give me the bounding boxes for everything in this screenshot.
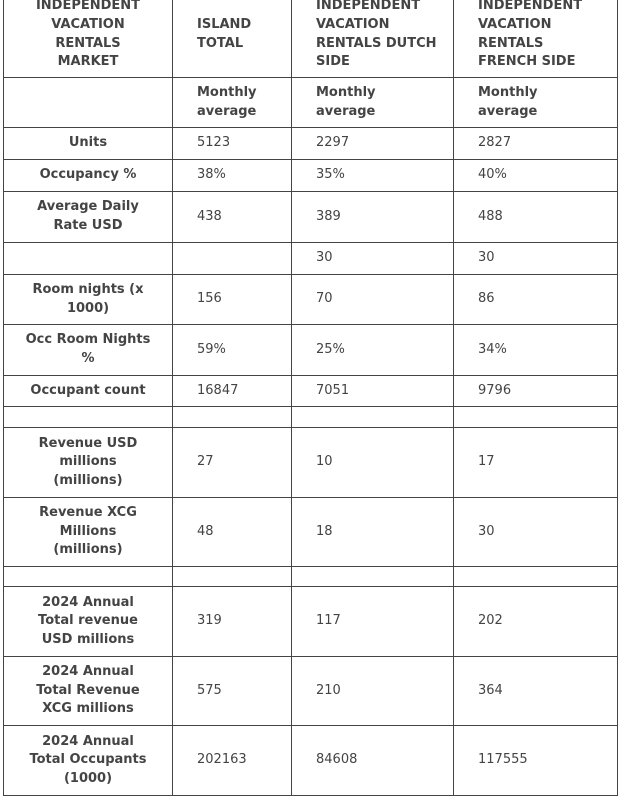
dutch-value <box>292 567 454 587</box>
french-value: 364 <box>454 657 618 726</box>
subheader-french: Monthly average <box>454 78 618 128</box>
header-french-side: INDEPENDENT VACATION RENTALS FRENCH SIDE <box>454 0 618 78</box>
row-label: Occupancy % <box>4 160 173 192</box>
subheader-island: Monthly average <box>173 78 292 128</box>
row-label: Revenue XCG Millions (millions) <box>4 498 173 567</box>
island-value: 202163 <box>173 726 292 796</box>
row-label: Average Daily Rate USD <box>4 192 173 243</box>
island-value: 319 <box>173 587 292 657</box>
island-value <box>173 567 292 587</box>
header-row <box>4 0 618 78</box>
dutch-value: 10 <box>292 428 454 498</box>
subheader-row <box>4 78 618 128</box>
island-value: 27 <box>173 428 292 498</box>
dutch-value: 117 <box>292 587 454 657</box>
french-value: 9796 <box>454 376 618 407</box>
french-value: 488 <box>454 192 618 243</box>
row-label: Occupant count <box>4 376 173 407</box>
dutch-value: 84608 <box>292 726 454 796</box>
table-row <box>4 376 618 407</box>
island-value: 156 <box>173 275 292 325</box>
dutch-value: 25% <box>292 325 454 376</box>
header-island-total: ISLAND TOTAL <box>173 0 292 78</box>
island-value <box>173 407 292 428</box>
dutch-value: 389 <box>292 192 454 243</box>
table-row <box>4 428 618 498</box>
island-value: 575 <box>173 657 292 726</box>
island-value: 38% <box>173 160 292 192</box>
table-row <box>4 160 618 192</box>
french-value: 30 <box>454 498 618 567</box>
french-value: 2827 <box>454 128 618 160</box>
row-label: Occ Room Nights % <box>4 325 173 376</box>
dutch-value: 2297 <box>292 128 454 160</box>
dutch-value: 18 <box>292 498 454 567</box>
row-label <box>4 567 173 587</box>
table-row <box>4 275 618 325</box>
french-value: 30 <box>454 243 618 275</box>
dutch-value: 210 <box>292 657 454 726</box>
french-value: 17 <box>454 428 618 498</box>
table-row <box>4 657 618 726</box>
table-row <box>4 243 618 275</box>
dutch-value: 70 <box>292 275 454 325</box>
table-row <box>4 587 618 657</box>
row-label: Room nights (x 1000) <box>4 275 173 325</box>
subheader-dutch: Monthly average <box>292 78 454 128</box>
french-value: 202 <box>454 587 618 657</box>
row-label: Revenue USD millions (millions) <box>4 428 173 498</box>
row-label: 2024 Annual Total Revenue XCG millions <box>4 657 173 726</box>
french-value <box>454 567 618 587</box>
island-value: 5123 <box>173 128 292 160</box>
row-label <box>4 243 173 275</box>
island-value <box>173 243 292 275</box>
header-market: INDEPENDENT VACATION RENTALS MARKET <box>4 0 173 78</box>
dutch-value: 7051 <box>292 376 454 407</box>
french-value <box>454 407 618 428</box>
table-row <box>4 726 618 796</box>
table-row <box>4 128 618 160</box>
island-value: 438 <box>173 192 292 243</box>
table-row <box>4 567 618 587</box>
french-value: 34% <box>454 325 618 376</box>
island-value: 59% <box>173 325 292 376</box>
dutch-value: 30 <box>292 243 454 275</box>
french-value: 117555 <box>454 726 618 796</box>
dutch-value: 35% <box>292 160 454 192</box>
table-row <box>4 407 618 428</box>
table-row <box>4 498 618 567</box>
french-value: 40% <box>454 160 618 192</box>
row-label <box>4 407 173 428</box>
vacation-rentals-table <box>3 0 618 796</box>
french-value: 86 <box>454 275 618 325</box>
table-row <box>4 192 618 243</box>
island-value: 16847 <box>173 376 292 407</box>
row-label: 2024 Annual Total revenue USD millions <box>4 587 173 657</box>
subheader-empty-cell <box>4 78 173 128</box>
dutch-value <box>292 407 454 428</box>
island-value: 48 <box>173 498 292 567</box>
table-row <box>4 325 618 376</box>
row-label: 2024 Annual Total Occupants (1000) <box>4 726 173 796</box>
header-dutch-side: INDEPENDENT VACATION RENTALS DUTCH SIDE <box>292 0 454 78</box>
row-label: Units <box>4 128 173 160</box>
